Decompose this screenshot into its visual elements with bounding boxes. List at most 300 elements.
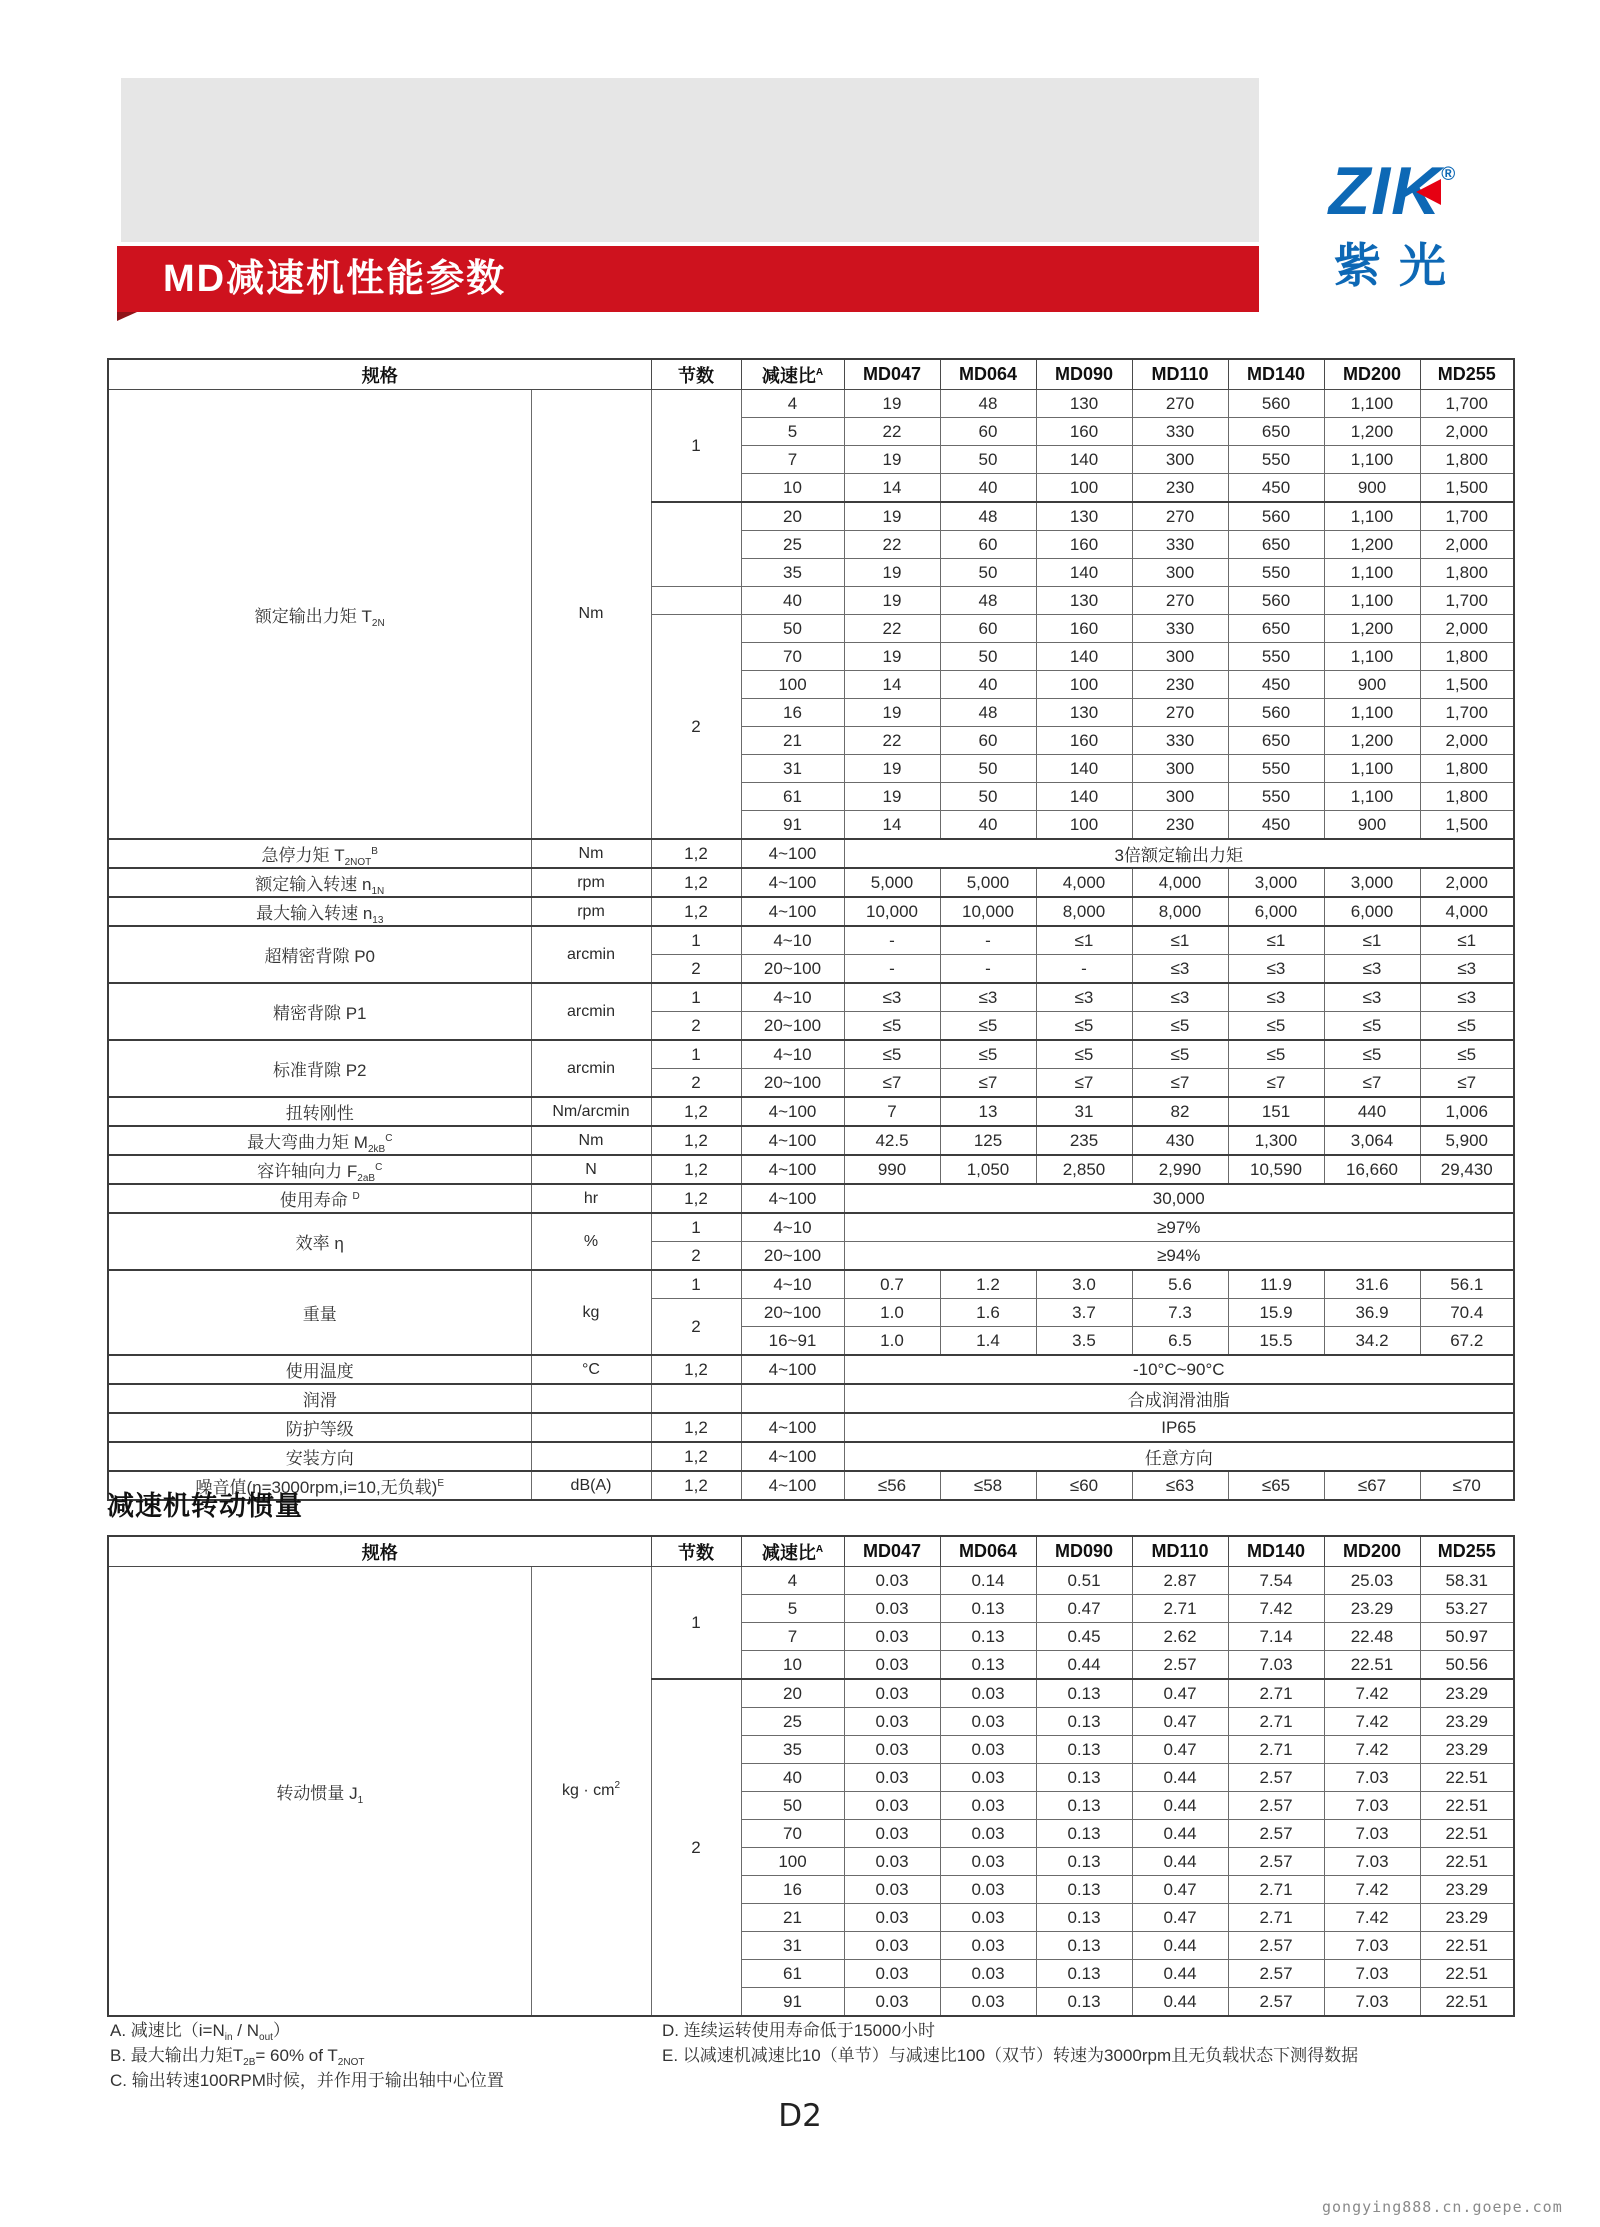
cell: 1.2: [940, 1270, 1036, 1299]
cell: 8,000: [1132, 897, 1228, 926]
cell: 1,500: [1420, 671, 1514, 699]
cell: 7.03: [1324, 1820, 1420, 1848]
footnote-item: E. 以减速机减速比10（单节）与减速比100（双节）转速为3000rpm且无负载状态下测得数据: [662, 2046, 1359, 2065]
cell: 560: [1228, 390, 1324, 418]
cell: 19: [844, 783, 940, 811]
header-cell: 减速比$^A$: [741, 359, 844, 390]
cell: 56.1: [1420, 1270, 1514, 1299]
cell: 2: [651, 1679, 741, 2016]
cell: 0.13: [1036, 1679, 1132, 1708]
cell: ≤7: [1228, 1069, 1324, 1098]
cell: 0.47: [1036, 1595, 1132, 1623]
cell: -: [940, 926, 1036, 955]
table-row: [108, 868, 1514, 897]
cell: %: [531, 1213, 651, 1270]
cell: ≤3: [940, 983, 1036, 1012]
cell: 5.6: [1132, 1270, 1228, 1299]
cell: 最大弯曲力矩 $M_{2kB}^C$: [108, 1126, 531, 1155]
cell: 2.57: [1228, 1988, 1324, 2017]
logo-red-triangle-icon: [1416, 179, 1441, 205]
cell: 2.57: [1132, 1651, 1228, 1680]
cell: 16~91: [741, 1327, 844, 1356]
footnote-item: A. 减速比$(i=N_{in} / N_{out})$: [110, 2021, 290, 2043]
cell: 40: [741, 587, 844, 615]
cell: 160: [1036, 531, 1132, 559]
cell: ≥97%: [844, 1213, 1514, 1242]
cell: 550: [1228, 755, 1324, 783]
cell: 29,430: [1420, 1155, 1514, 1184]
cell: 25: [741, 1708, 844, 1736]
cell: 0.44: [1132, 1792, 1228, 1820]
cell: 4,000: [1420, 897, 1514, 926]
cell: 91: [741, 1988, 844, 2017]
cell: IP65: [844, 1413, 1514, 1442]
table-row: [108, 359, 1514, 390]
cell: Nm: [531, 1126, 651, 1155]
cell: 21: [741, 727, 844, 755]
cell: 550: [1228, 446, 1324, 474]
cell: 60: [940, 531, 1036, 559]
cell: 4: [741, 390, 844, 418]
cell: 2.87: [1132, 1567, 1228, 1595]
table-row: [108, 390, 1514, 418]
cell: 19: [844, 502, 940, 531]
cell: 23.29: [1324, 1595, 1420, 1623]
cell: 20~100: [741, 955, 844, 984]
cell: 标准背隙 P2: [108, 1040, 531, 1097]
cell: 0.44: [1132, 1848, 1228, 1876]
cell: 5,000: [844, 868, 940, 897]
cell: 安装方向: [108, 1442, 531, 1471]
inertia-table: [107, 1535, 1515, 2017]
cell: 1,050: [940, 1155, 1036, 1184]
cell: 6.5: [1132, 1327, 1228, 1356]
cell: 300: [1132, 643, 1228, 671]
page-title: MD减速机性能参数: [163, 258, 507, 300]
cell: 0.44: [1132, 1764, 1228, 1792]
cell: 0.03: [844, 1820, 940, 1848]
cell: 550: [1228, 559, 1324, 587]
cell: ≤1: [1132, 926, 1228, 955]
cell: 22.51: [1420, 1792, 1514, 1820]
header-cell: 节数: [651, 1536, 741, 1567]
cell: 7.03: [1324, 1792, 1420, 1820]
cell: 0.44: [1036, 1651, 1132, 1680]
cell: 22.51: [1420, 1960, 1514, 1988]
cell: 7.42: [1324, 1736, 1420, 1764]
cell: 23.29: [1420, 1736, 1514, 1764]
cell: 4~100: [741, 897, 844, 926]
cell: 0.44: [1132, 1820, 1228, 1848]
cell: 50.97: [1420, 1623, 1514, 1651]
cell: 0.03: [844, 1932, 940, 1960]
cell: 0.03: [940, 1848, 1036, 1876]
cell: 0.51: [1036, 1567, 1132, 1595]
cell: 1,700: [1420, 587, 1514, 615]
cell: 2,990: [1132, 1155, 1228, 1184]
footnote-item: B. 最大输出力矩$T_{2B}= 60\%$ of $T_{2NOT}$: [110, 2046, 365, 2068]
cell: 15.9: [1228, 1299, 1324, 1327]
cell: 2,000: [1420, 531, 1514, 559]
cell: 50: [940, 446, 1036, 474]
cell: 14: [844, 474, 940, 503]
cell: 0.03: [940, 1988, 1036, 2017]
cell: 22: [844, 727, 940, 755]
cell: 2: [651, 1242, 741, 1271]
header-cell: MD090: [1036, 1536, 1132, 1567]
cell: 扭转刚性: [108, 1097, 531, 1126]
cell: 10,000: [940, 897, 1036, 926]
cell: 0.13: [1036, 1792, 1132, 1820]
cell: 1,800: [1420, 559, 1514, 587]
cell: 4~100: [741, 868, 844, 897]
cell: 0.14: [940, 1567, 1036, 1595]
cell: ≤7: [940, 1069, 1036, 1098]
cell: 2.71: [1228, 1679, 1324, 1708]
cell: 2,000: [1420, 727, 1514, 755]
cell: [651, 502, 741, 587]
cell: 2.57: [1228, 1792, 1324, 1820]
cell: 1,2: [651, 1126, 741, 1155]
section-title-inertia: 减速机转动惯量: [107, 1491, 303, 1521]
cell: 19: [844, 559, 940, 587]
cell: 560: [1228, 699, 1324, 727]
cell: 19: [844, 699, 940, 727]
cell: 0.13: [940, 1623, 1036, 1651]
cell: ≤1: [1036, 926, 1132, 955]
cell: 1,700: [1420, 699, 1514, 727]
cell: 7.14: [1228, 1623, 1324, 1651]
logo-subtitle: 紫光: [1334, 239, 1464, 293]
cell: 1,500: [1420, 811, 1514, 840]
cell: 1: [651, 1213, 741, 1242]
cell: 300: [1132, 446, 1228, 474]
cell: 0.03: [940, 1764, 1036, 1792]
cell: 4,000: [1036, 868, 1132, 897]
cell: 60: [940, 615, 1036, 643]
cell: 50: [741, 615, 844, 643]
cell: 330: [1132, 531, 1228, 559]
cell: 140: [1036, 643, 1132, 671]
cell: 1,200: [1324, 531, 1420, 559]
cell: [531, 1442, 651, 1471]
cell: 35: [741, 559, 844, 587]
cell: 270: [1132, 502, 1228, 531]
cell: 23.29: [1420, 1904, 1514, 1932]
cell: ≤60: [1036, 1471, 1132, 1500]
cell: 0.03: [844, 1623, 940, 1651]
cell: 1,100: [1324, 587, 1420, 615]
registered-mark: ®: [1441, 164, 1456, 185]
cell: 61: [741, 1960, 844, 1988]
cell: 2,000: [1420, 418, 1514, 446]
cell: 16,660: [1324, 1155, 1420, 1184]
cell: ≤5: [1228, 1040, 1324, 1069]
cell: °C: [531, 1355, 651, 1384]
cell: 2.71: [1228, 1904, 1324, 1932]
cell: 230: [1132, 811, 1228, 840]
cell: arcmin: [531, 983, 651, 1040]
cell: 1,2: [651, 868, 741, 897]
cell: 125: [940, 1126, 1036, 1155]
cell: 60: [940, 418, 1036, 446]
header-cell: 规格: [108, 1536, 651, 1567]
cell: arcmin: [531, 1040, 651, 1097]
cell: 22.48: [1324, 1623, 1420, 1651]
cell: 42.5: [844, 1126, 940, 1155]
table-row: [108, 1442, 1514, 1471]
cell: 130: [1036, 699, 1132, 727]
header-cell: MD200: [1324, 1536, 1420, 1567]
cell: 噪音值(n=3000rpm,i=10,无负载)$^E$: [108, 1471, 531, 1500]
cell: 14: [844, 811, 940, 840]
cell: 0.13: [1036, 1876, 1132, 1904]
cell: 23.29: [1420, 1679, 1514, 1708]
cell: 8,000: [1036, 897, 1132, 926]
cell: 61: [741, 783, 844, 811]
cell: 900: [1324, 671, 1420, 699]
cell: 22.51: [1420, 1820, 1514, 1848]
cell: 3.5: [1036, 1327, 1132, 1356]
cell: 1: [651, 1040, 741, 1069]
cell: Nm: [531, 390, 651, 840]
cell: 650: [1228, 727, 1324, 755]
cell: 450: [1228, 811, 1324, 840]
cell: 7.42: [1324, 1708, 1420, 1736]
cell: 15.5: [1228, 1327, 1324, 1356]
cell: 润滑: [108, 1384, 531, 1413]
logo-zik-text: [1328, 153, 1456, 229]
cell: rpm: [531, 868, 651, 897]
cell: [651, 1384, 741, 1413]
cell: 11.9: [1228, 1270, 1324, 1299]
cell: 0.45: [1036, 1623, 1132, 1651]
cell: 2: [651, 1299, 741, 1356]
cell: 0.7: [844, 1270, 940, 1299]
cell: 60: [940, 727, 1036, 755]
cell: 1,2: [651, 1184, 741, 1213]
cell: 0.13: [940, 1651, 1036, 1680]
cell: 50: [940, 559, 1036, 587]
cell: 0.03: [844, 1736, 940, 1764]
cell: 效率 η: [108, 1213, 531, 1270]
cell: 31: [1036, 1097, 1132, 1126]
cell: ≤3: [844, 983, 940, 1012]
cell: ≤5: [1420, 1040, 1514, 1069]
cell: 7: [741, 1623, 844, 1651]
cell: 3倍额定输出力矩: [844, 839, 1514, 868]
table-row: [108, 1126, 1514, 1155]
cell: 0.13: [1036, 1820, 1132, 1848]
cell: 1,700: [1420, 502, 1514, 531]
cell: 25.03: [1324, 1567, 1420, 1595]
table-row: [108, 1567, 1514, 1595]
cell: 235: [1036, 1126, 1132, 1155]
table-row: [108, 1471, 1514, 1500]
cell: ≤3: [1420, 983, 1514, 1012]
cell: [651, 587, 741, 615]
cell: 0.47: [1132, 1679, 1228, 1708]
cell: 1,800: [1420, 643, 1514, 671]
cell: 330: [1132, 615, 1228, 643]
cell: 650: [1228, 418, 1324, 446]
table-row: [108, 1155, 1514, 1184]
cell: 0.13: [1036, 1904, 1132, 1932]
cell: 5,000: [940, 868, 1036, 897]
cell: 2: [651, 1069, 741, 1098]
cell: 19: [844, 643, 940, 671]
cell: 任意方向: [844, 1442, 1514, 1471]
cell: 1: [651, 926, 741, 955]
cell: 550: [1228, 643, 1324, 671]
cell: 100: [741, 671, 844, 699]
cell: 1.0: [844, 1299, 940, 1327]
cell: 22: [844, 418, 940, 446]
cell: 40: [940, 811, 1036, 840]
cell: 7: [844, 1097, 940, 1126]
footnote-item: D. 连续运转使用寿命低于15000小时: [662, 2021, 935, 2040]
cell: ≤3: [1036, 983, 1132, 1012]
cell: 5,900: [1420, 1126, 1514, 1155]
cell: 25: [741, 531, 844, 559]
cell: 4~100: [741, 1184, 844, 1213]
cell: 1: [651, 1270, 741, 1299]
cell: 91: [741, 811, 844, 840]
cell: 1,2: [651, 1471, 741, 1500]
cell: 0.13: [1036, 1764, 1132, 1792]
cell: 0.03: [940, 1904, 1036, 1932]
cell: ≤7: [1420, 1069, 1514, 1098]
header-cell: MD140: [1228, 1536, 1324, 1567]
cell: 22: [844, 615, 940, 643]
cell: 7.54: [1228, 1567, 1324, 1595]
cell: 140: [1036, 446, 1132, 474]
cell: 0.13: [1036, 1736, 1132, 1764]
cell: 13: [940, 1097, 1036, 1126]
cell: 70: [741, 1820, 844, 1848]
cell: ≤5: [1132, 1040, 1228, 1069]
cell: 10: [741, 1651, 844, 1680]
cell: 0.03: [844, 1651, 940, 1680]
cell: 超精密背隙 P0: [108, 926, 531, 983]
cell: 16: [741, 699, 844, 727]
cell: 使用寿命 $^D$: [108, 1184, 531, 1213]
cell: 0.47: [1132, 1876, 1228, 1904]
header-cell: 减速比$^A$: [741, 1536, 844, 1567]
cell: 0.03: [844, 1764, 940, 1792]
cell: 1,100: [1324, 390, 1420, 418]
cell: 82: [1132, 1097, 1228, 1126]
cell: 151: [1228, 1097, 1324, 1126]
cell: ≤5: [1036, 1040, 1132, 1069]
cell: ≤5: [940, 1012, 1036, 1041]
cell: 23.29: [1420, 1708, 1514, 1736]
cell: 1,2: [651, 1097, 741, 1126]
cell: ≤1: [1228, 926, 1324, 955]
cell: 5: [741, 418, 844, 446]
cell: 2: [651, 955, 741, 984]
cell: 440: [1324, 1097, 1420, 1126]
cell: 0.03: [844, 1904, 940, 1932]
cell: 1,2: [651, 1355, 741, 1384]
cell: 合成润滑油脂: [844, 1384, 1514, 1413]
cell: 1.0: [844, 1327, 940, 1356]
cell: 40: [940, 474, 1036, 503]
cell: 40: [741, 1764, 844, 1792]
cell: 0.03: [844, 1708, 940, 1736]
cell: 1,100: [1324, 699, 1420, 727]
footnotes-right: [662, 2018, 1512, 2068]
cell: 4~100: [741, 1471, 844, 1500]
cell: 20~100: [741, 1299, 844, 1327]
cell: 70.4: [1420, 1299, 1514, 1327]
cell: 330: [1132, 418, 1228, 446]
cell: 0.03: [844, 1679, 940, 1708]
cell: 1,500: [1420, 474, 1514, 503]
cell: [741, 1384, 844, 1413]
cell: 1,800: [1420, 783, 1514, 811]
cell: 0.44: [1132, 1932, 1228, 1960]
cell: ≤7: [1324, 1069, 1420, 1098]
cell: 1,200: [1324, 727, 1420, 755]
footnotes-left: [110, 2018, 655, 2093]
cell: 1,100: [1324, 446, 1420, 474]
cell: 16: [741, 1876, 844, 1904]
cell: 1,200: [1324, 615, 1420, 643]
header-cell: MD047: [844, 1536, 940, 1567]
table-row: [108, 1384, 1514, 1413]
cell: 0.13: [1036, 1708, 1132, 1736]
table-row: [108, 1536, 1514, 1567]
red-title-banner: [117, 246, 1259, 312]
cell: 22.51: [1420, 1848, 1514, 1876]
cell: 0.03: [844, 1595, 940, 1623]
cell: [531, 1384, 651, 1413]
cell: ≤3: [1132, 955, 1228, 984]
cell: 2.71: [1228, 1708, 1324, 1736]
header-cell: 节数: [651, 359, 741, 390]
cell: 4,000: [1132, 868, 1228, 897]
cell: 4~100: [741, 839, 844, 868]
cell: 48: [940, 502, 1036, 531]
cell: 160: [1036, 418, 1132, 446]
cell: 4~10: [741, 1040, 844, 1069]
cell: kg: [531, 1270, 651, 1355]
cell: rpm: [531, 897, 651, 926]
cell: 0.47: [1132, 1904, 1228, 1932]
cell: ≤7: [844, 1069, 940, 1098]
cell: 0.03: [844, 1567, 940, 1595]
cell: 14: [844, 671, 940, 699]
cell: 4~10: [741, 1270, 844, 1299]
cell: 4~10: [741, 1213, 844, 1242]
cell: 1.4: [940, 1327, 1036, 1356]
cell: 0.03: [940, 1820, 1036, 1848]
cell: 0.44: [1132, 1988, 1228, 2017]
cell: 560: [1228, 502, 1324, 531]
cell: N: [531, 1155, 651, 1184]
cell: ≤67: [1324, 1471, 1420, 1500]
cell: -10°C~90°C: [844, 1355, 1514, 1384]
cell: ≤5: [1036, 1012, 1132, 1041]
cell: ≤3: [1324, 983, 1420, 1012]
cell: ≤3: [1228, 955, 1324, 984]
cell: 100: [1036, 474, 1132, 503]
cell: ≤65: [1228, 1471, 1324, 1500]
cell: 58.31: [1420, 1567, 1514, 1595]
cell: 53.27: [1420, 1595, 1514, 1623]
cell: 0.03: [940, 1708, 1036, 1736]
